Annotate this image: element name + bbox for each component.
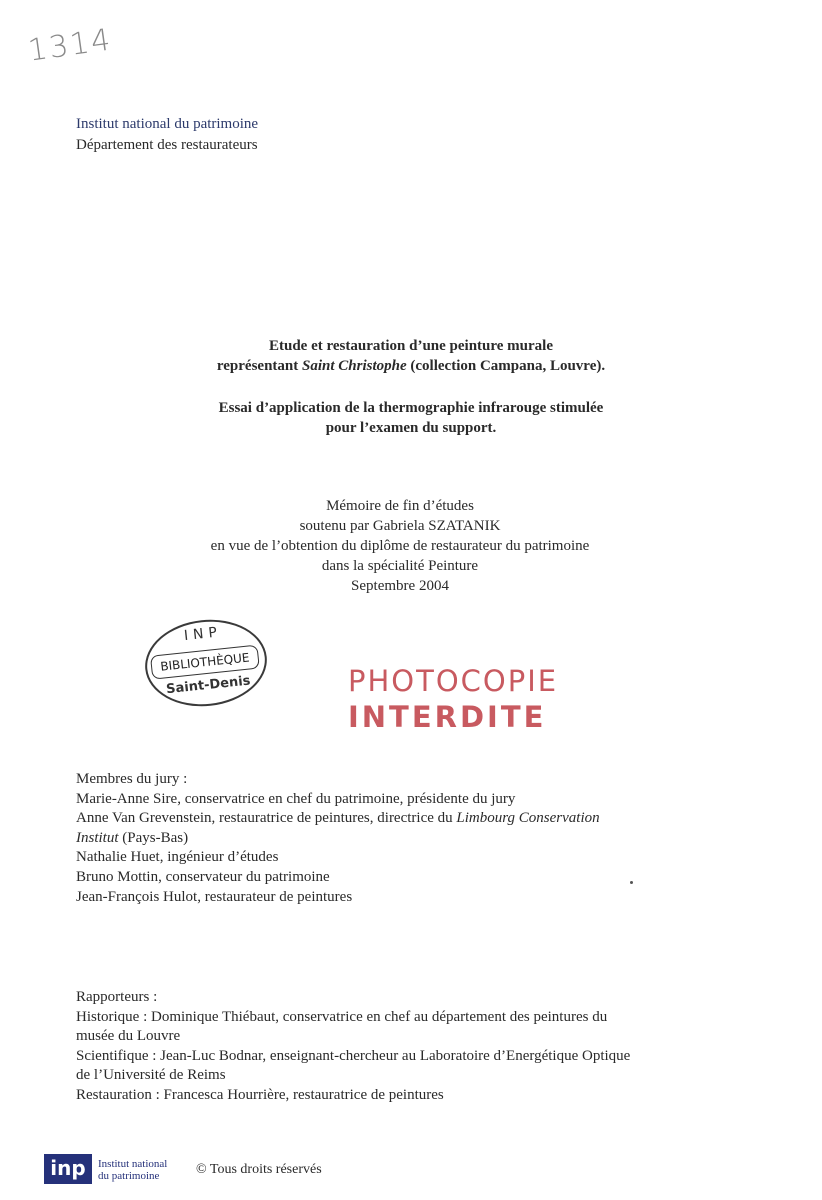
- stamp-middle-text: BIBLIOTHÈQUE: [150, 645, 260, 680]
- subtitle-line-2: pour l’examen du support.: [325, 420, 497, 436]
- thesis-title: [0, 336, 822, 376]
- stamp-top-text: INP: [183, 624, 223, 645]
- rapporteurs-list: [76, 988, 776, 1106]
- department-name: Département des restaurateurs: [76, 137, 258, 153]
- photocopie-text: PHOTOCOPIE: [348, 664, 559, 698]
- handwritten-number: 1314: [25, 22, 115, 69]
- interdite-text: INTERDITE: [348, 700, 547, 734]
- jury-member-italic: Institut: [76, 829, 119, 846]
- rapporteur: Historique : Dominique Thiébaut, conservatrice en chef au département des peintures du: [76, 1008, 608, 1025]
- subtitle-line-1: Essai d’application de la thermographie infrarouge stimulée: [218, 400, 604, 416]
- photocopy-forbidden-stamp: [348, 664, 558, 734]
- memoir-line-4: dans la spécialité Peinture: [321, 558, 479, 574]
- institution-name: Institut national du patrimoine: [76, 116, 259, 132]
- institution-header: [76, 114, 258, 156]
- footer-inst-line-1: Institut national: [98, 1158, 168, 1170]
- jury-member: Bruno Mottin, conservateur du patrimoine: [76, 868, 330, 885]
- jury-list: [76, 770, 776, 907]
- jury-member: Nathalie Huet, ingénieur d’études: [76, 849, 279, 866]
- memoir-line-2: soutenu par Gabriela SZATANIK: [299, 518, 501, 534]
- jury-member: Marie-Anne Sire, conservatrice en chef du patrimoine, présidente du jury: [76, 790, 516, 807]
- stamp-bottom-text: Saint-Denis: [165, 673, 252, 698]
- rapporteur-continued: de l’Université de Reims: [76, 1067, 226, 1084]
- library-stamp: [141, 614, 271, 712]
- copyright-notice: © Tous droits réservés: [196, 1162, 322, 1177]
- rapporteurs-heading: Rapporteurs :: [76, 989, 158, 1005]
- jury-member: Jean-François Hulot, restaurateur de peintures: [76, 888, 353, 905]
- title-line-2-suffix: (collection Campana, Louvre).: [406, 358, 606, 374]
- memoir-date: Septembre 2004: [351, 578, 449, 594]
- memoir-info: [0, 496, 800, 596]
- memoir-line-1: Mémoire de fin d’études: [326, 498, 474, 514]
- jury-member-text: Anne Van Grevenstein, restauratrice de peintures, directrice du: [76, 810, 457, 827]
- title-line-1: Etude et restauration d’une peinture murale: [268, 338, 554, 354]
- jury-heading: Membres du jury :: [76, 771, 188, 787]
- footer-institution: [98, 1158, 167, 1182]
- rapporteur: Scientifique : Jean-Luc Bodnar, enseignant-chercheur au Laboratoire d’Energétique Optique: [76, 1047, 631, 1064]
- rapporteur-continued: musée du Louvre: [76, 1028, 181, 1045]
- thesis-subtitle: [0, 398, 822, 438]
- footer-inst-line-2: du patrimoine: [98, 1170, 160, 1182]
- inp-logo: inp: [44, 1154, 92, 1184]
- title-line-2-prefix: représentant: [216, 358, 302, 374]
- jury-member-continued: [76, 829, 776, 849]
- jury-member-italic: Limbourg Conservation: [456, 810, 600, 827]
- jury-member: [76, 809, 776, 829]
- title-line-2-italic: Saint Christophe: [302, 358, 407, 374]
- title-line-2: [0, 356, 822, 376]
- memoir-line-3: en vue de l’obtention du diplôme de restaurateur du patrimoine: [210, 538, 590, 554]
- rapporteur: Restauration : Francesca Hourrière, restauratrice de peintures: [76, 1086, 444, 1103]
- jury-member-text: (Pays-Bas): [118, 829, 189, 846]
